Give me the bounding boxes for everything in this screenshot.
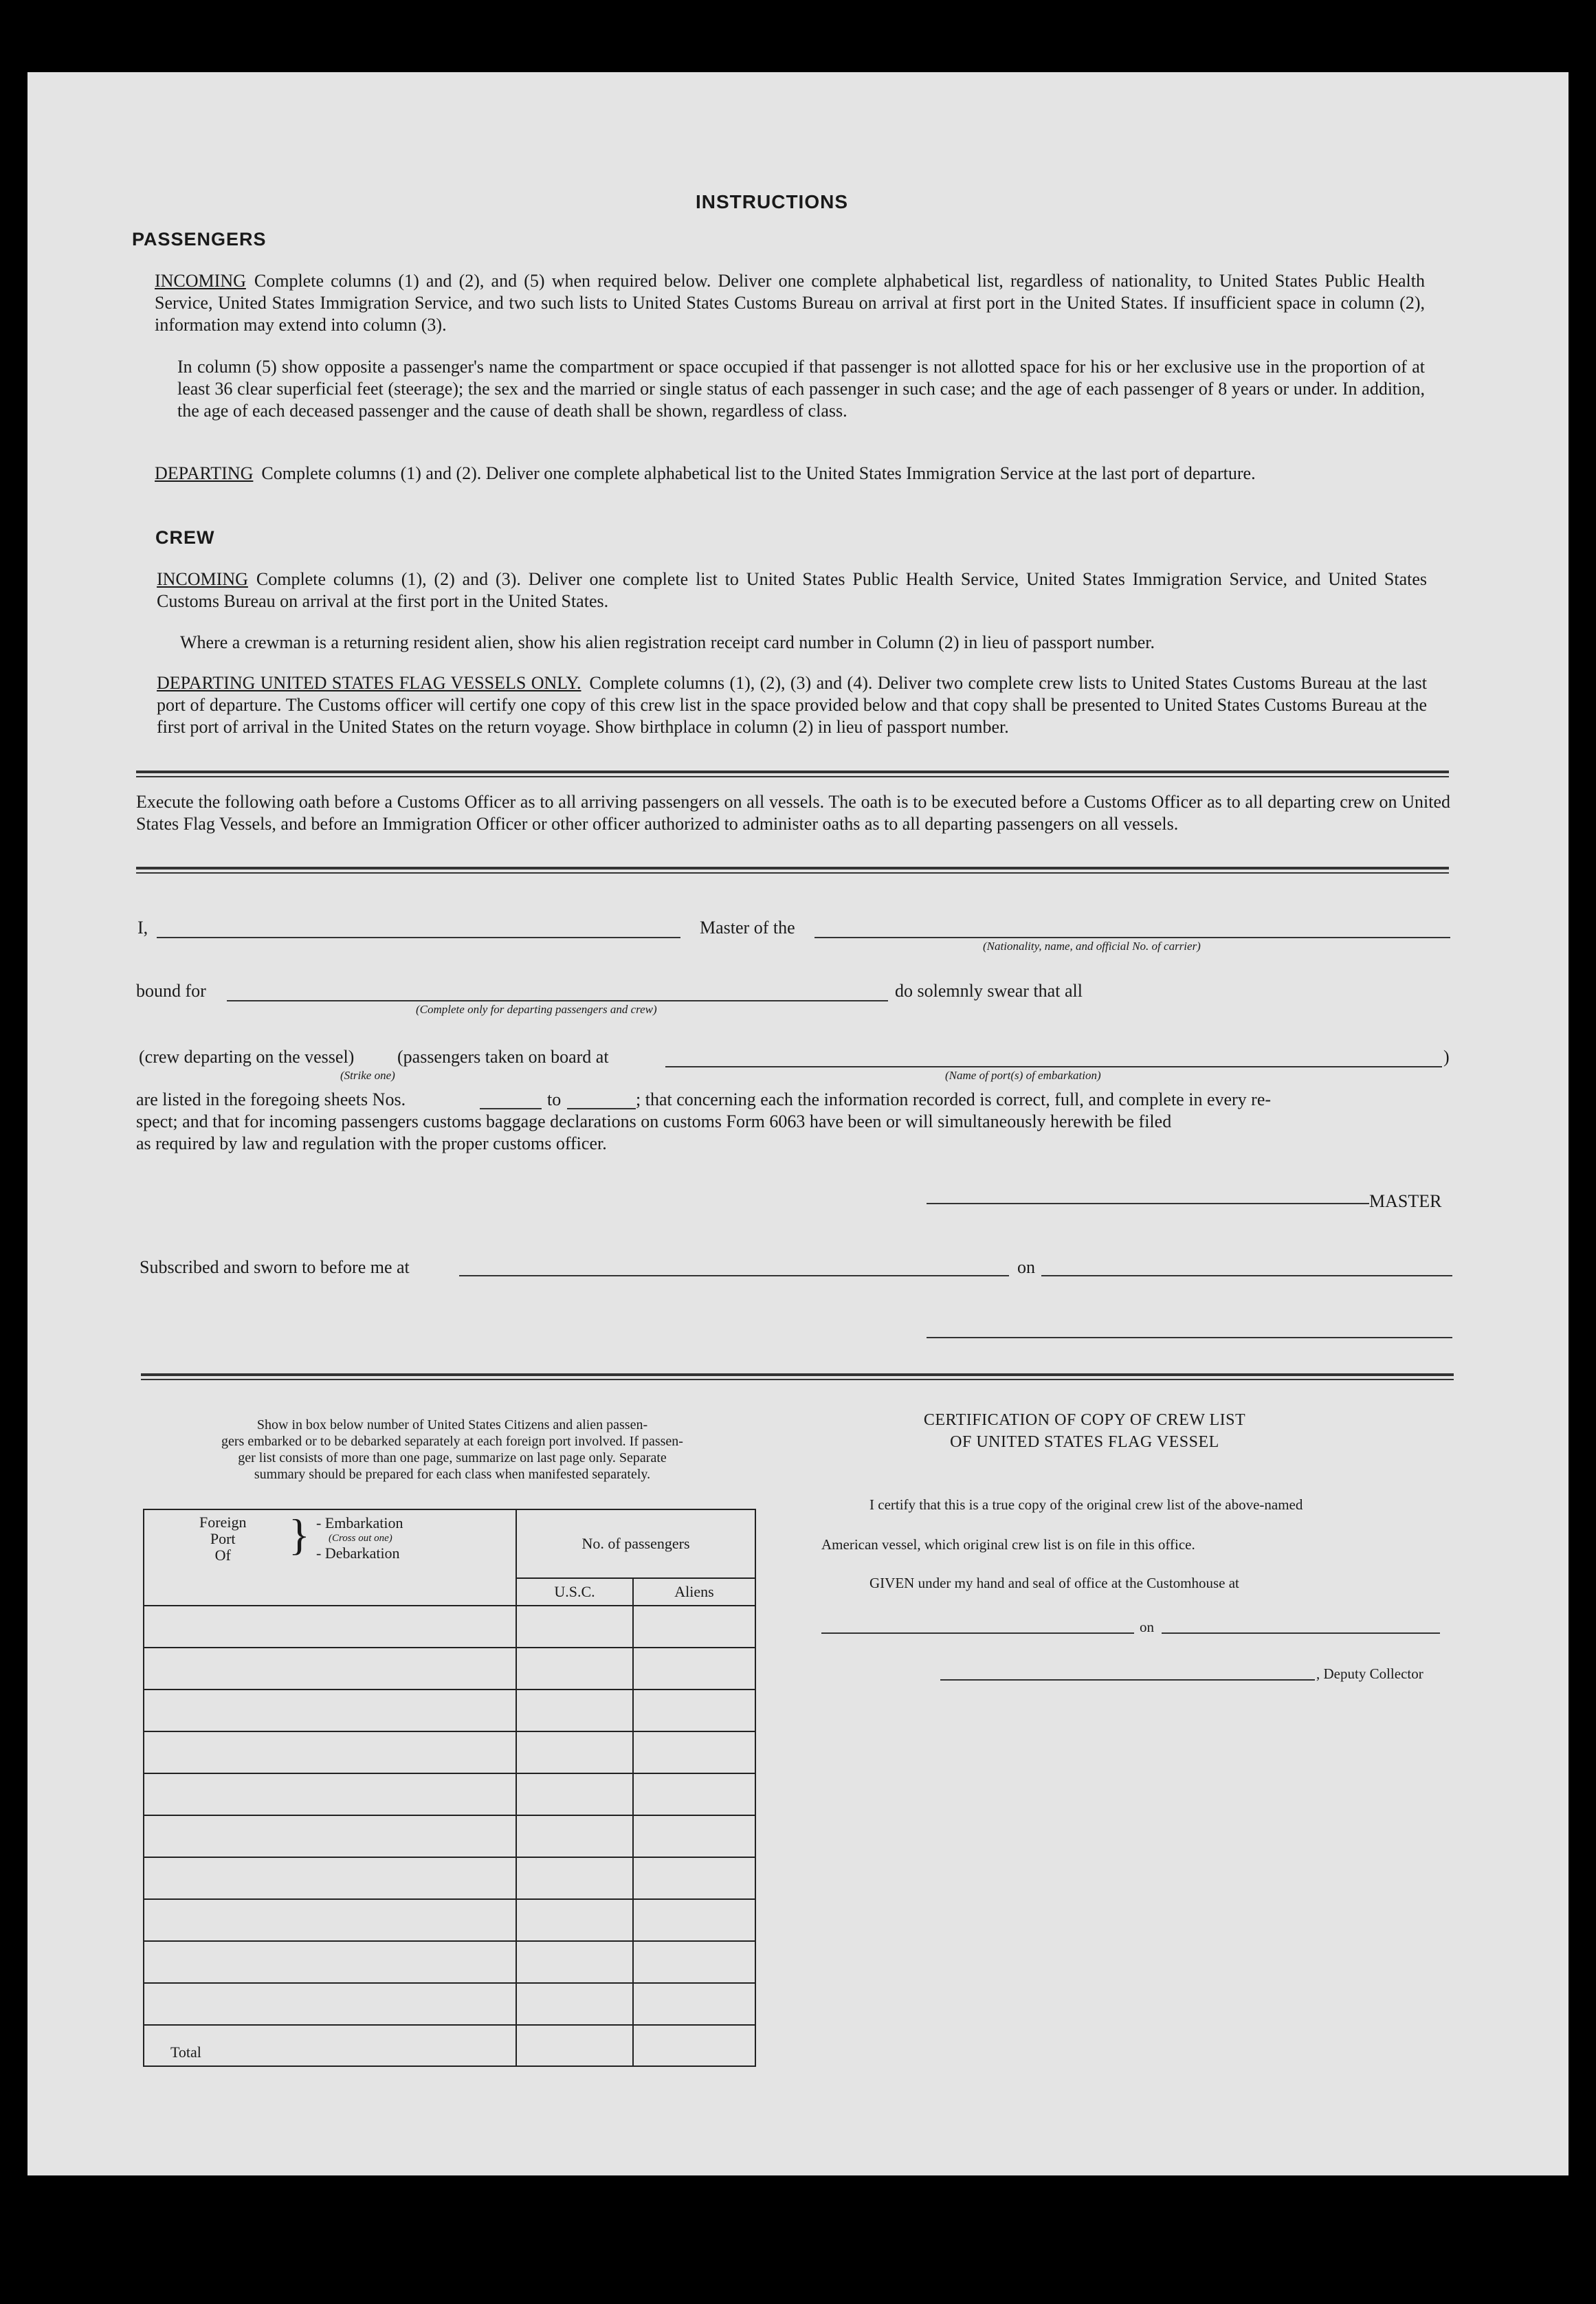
aliens-cell[interactable] — [633, 1731, 755, 1773]
master-signature-line[interactable] — [927, 1203, 1369, 1204]
subscribed-text: Subscribed and sworn to before me at — [140, 1257, 410, 1277]
master-of-the-label: Master of the — [700, 918, 795, 938]
summary-line-1: Show in box below number of United States Citizens and alien passen- — [256, 1417, 648, 1432]
usc-header: U.S.C. — [516, 1578, 633, 1606]
table-row — [144, 1648, 755, 1690]
port-cell[interactable] — [144, 1731, 516, 1773]
usc-cell[interactable] — [516, 1606, 633, 1648]
departing-us-flag-text: Complete columns (1), (2), (3) and (4). Deliver two complete crew lists to United States Customs Bureau at the last port of departure. The Customs officer will certify one copy of this crew list in the space provided below and that copy shall be presented to United States Customs Bureau at the first port of arrival in the United States on the return voyage. Show birthplace in column (2) in lieu of passport number. — [157, 673, 1428, 737]
port-cell[interactable] — [144, 1648, 516, 1690]
subscribed-date-line[interactable] — [1041, 1275, 1452, 1276]
usc-cell[interactable] — [516, 1857, 633, 1899]
certify-line-1: I certify that this is a true copy of the original crew list of the above-named — [869, 1496, 1303, 1513]
certify-date-line[interactable] — [1162, 1632, 1440, 1634]
total-usc-cell[interactable] — [516, 2025, 633, 2066]
aliens-cell[interactable] — [633, 1606, 755, 1648]
passenger-summary-table — [143, 1509, 756, 2067]
listed-text-d: as required by law and regulation with the proper customs officer. — [136, 1133, 607, 1153]
no-of-passengers-header: No. of passengers — [516, 1509, 755, 1578]
departing-us-flag-label: DEPARTING UNITED STATES FLAG VESSELS ONLY. — [157, 673, 581, 693]
port-cell[interactable] — [144, 1941, 516, 1983]
listed-text-a: are listed in the foregoing sheets Nos. — [136, 1089, 406, 1109]
passengers-heading: PASSENGERS — [132, 229, 267, 250]
master-name-line[interactable] — [157, 937, 680, 938]
summary-line-2: gers embarked or to be debarked separately at each foreign port involved. If passen- — [221, 1434, 683, 1449]
table-row — [144, 1857, 755, 1899]
aliens-cell[interactable] — [633, 1648, 755, 1690]
port-label: Port — [210, 1530, 236, 1547]
subscribed-place-line[interactable] — [459, 1275, 1009, 1276]
summary-line-4: summary should be prepared for each class when manifested separately. — [254, 1467, 651, 1482]
close-paren: ) — [1443, 1047, 1450, 1067]
swear-text: do solemnly swear that all — [895, 981, 1083, 1001]
usc-cell[interactable] — [516, 1815, 633, 1857]
foreign-label: Foreign — [199, 1514, 247, 1531]
departing-passengers-paragraph — [155, 463, 1425, 485]
usc-cell[interactable] — [516, 1941, 633, 1983]
strike-one-caption: (Strike one) — [340, 1069, 395, 1082]
passengers-taken-text: (passengers taken on board at — [397, 1047, 609, 1067]
port-cell[interactable] — [144, 1899, 516, 1941]
sheet-from-line[interactable] — [480, 1108, 542, 1109]
port-cell[interactable] — [144, 1606, 516, 1648]
usc-cell[interactable] — [516, 1773, 633, 1815]
oath-divider — [136, 867, 1449, 874]
crew-departing-text: (crew departing on the vessel) — [139, 1047, 355, 1067]
port-cell[interactable] — [144, 1983, 516, 2025]
table-row — [144, 1941, 755, 1983]
crew-heading: CREW — [155, 527, 215, 548]
total-label: Total — [144, 2025, 516, 2066]
to-label: to — [547, 1089, 562, 1109]
sheet-to-line[interactable] — [567, 1108, 636, 1109]
table-row — [144, 1983, 755, 2025]
port-cell[interactable] — [144, 1773, 516, 1815]
table-row — [144, 1899, 755, 1941]
aliens-cell[interactable] — [633, 1690, 755, 1731]
bound-for-label: bound for — [136, 981, 206, 1001]
cross-out-caption: (Cross out one) — [329, 1533, 392, 1544]
port-cell[interactable] — [144, 1857, 516, 1899]
departing-label: DEPARTING — [155, 463, 254, 483]
summary-line-3: ger list consists of more than one page, summarize on last page only. Separate — [238, 1450, 667, 1465]
deputy-collector-label: , Deputy Collector — [1316, 1665, 1423, 1682]
usc-cell[interactable] — [516, 1899, 633, 1941]
brace-icon: } — [289, 1510, 310, 1559]
incoming-crew-paragraph — [157, 568, 1427, 612]
bound-for-line[interactable] — [227, 1000, 888, 1001]
oath-instruction: Execute the following oath before a Customs Officer as to all arriving passengers on all vessels. The oath is to be executed before a Customs Officer as to all departing crew on United States Flag Vessels, and before an Immigration Officer or other officer authorized to administer oaths as to all departing passengers on all vessels. — [136, 792, 1450, 834]
usc-cell[interactable] — [516, 1731, 633, 1773]
usc-cell[interactable] — [516, 1690, 633, 1731]
aliens-header: Aliens — [633, 1578, 755, 1606]
deputy-signature-line[interactable] — [940, 1679, 1315, 1681]
carrier-caption: (Nationality, name, and official No. of carrier) — [983, 940, 1201, 953]
port-caption: (Name of port(s) of embarkation) — [945, 1069, 1101, 1082]
certification-title-line-2: OF UNITED STATES FLAG VESSEL — [950, 1433, 1219, 1451]
aliens-cell[interactable] — [633, 1983, 755, 2025]
crewman-paragraph: Where a crewman is a returning resident alien, show his alien registration receipt card number in Column (2) in lieu of passport number. — [180, 632, 1155, 652]
incoming-label: INCOMING — [155, 271, 246, 291]
aliens-cell[interactable] — [633, 1857, 755, 1899]
table-header-row — [144, 1509, 755, 1578]
column5-paragraph: In column (5) show opposite a passenger's name the compartment or space occupied if that passenger is not allotted space for his or her exclusive use in the proportion of at least 36 clear superficial feet (steerage); the sex and the married or single status of each passenger in such case; and the age of each passenger of 8 years or under. In addition, the age of each deceased passenger and the cause of death shall be shown, regardless of class. — [177, 357, 1425, 421]
table-row — [144, 1690, 755, 1731]
table-row — [144, 1773, 755, 1815]
certification-title-line-1: CERTIFICATION OF COPY OF CREW LIST — [923, 1411, 1246, 1429]
form-page — [27, 72, 1569, 2175]
table-row — [144, 1815, 755, 1857]
section-divider — [136, 771, 1449, 777]
listed-text-c: spect; and that for incoming passengers customs baggage declarations on customs Form 6063 have been or will simultaneously herewith be filed — [136, 1111, 1172, 1131]
officer-signature-line[interactable] — [927, 1337, 1452, 1338]
master-label: MASTER — [1369, 1191, 1442, 1211]
oath-i: I, — [137, 918, 148, 938]
certify-on-label: on — [1140, 1619, 1154, 1635]
listed-text-b: ; that concerning each the information recorded is correct, full, and complete in every re- — [636, 1089, 1272, 1109]
total-row — [144, 2025, 755, 2066]
debarkation-option[interactable]: - Debarkation — [316, 1544, 400, 1562]
of-label: Of — [214, 1547, 231, 1564]
embarkation-option[interactable]: - Embarkation — [316, 1514, 403, 1531]
carrier-line[interactable] — [814, 937, 1450, 938]
incoming-crew-text: Complete columns (1), (2) and (3). Deliver one complete list to United States Public Health Service, United States Immigration Service, and United States Customs Bureau on arrival at the first port in the United States. — [157, 569, 1427, 611]
aliens-cell[interactable] — [633, 1773, 755, 1815]
bound-caption: (Complete only for departing passengers and crew) — [416, 1003, 657, 1016]
given-line: GIVEN under my hand and seal of office at the Customhouse at — [869, 1575, 1239, 1591]
port-line[interactable] — [665, 1066, 1442, 1067]
foreign-port-header — [144, 1509, 516, 1606]
table-row — [144, 1731, 755, 1773]
incoming-text: Complete columns (1) and (2), and (5) when required below. Deliver one complete alphabetical list, regardless of nationality, to United States Public Health Service, United States Immigration Service, and two such lists to United States Customs Bureau on arrival at first port in the United States. If insufficient space in column (2), information may extend into column (3). — [155, 271, 1425, 335]
total-aliens-cell[interactable] — [633, 2025, 755, 2066]
certify-line-2: American vessel, which original crew list is on file in this office. — [821, 1536, 1195, 1553]
incoming-passengers-paragraph — [155, 270, 1425, 336]
usc-cell[interactable] — [516, 1648, 633, 1690]
page-title: INSTRUCTIONS — [696, 191, 848, 212]
table-row — [144, 1606, 755, 1648]
subscribed-on-label: on — [1017, 1257, 1035, 1277]
departing-us-flag-paragraph — [157, 672, 1427, 738]
summary-instruction — [129, 1417, 775, 1483]
departing-text: Complete columns (1) and (2). Deliver one complete alphabetical list to the United States Immigration Service at the last port of departure. — [261, 463, 1256, 483]
port-cell[interactable] — [144, 1690, 516, 1731]
certification-title — [844, 1409, 1325, 1453]
aliens-cell[interactable] — [633, 1941, 755, 1983]
port-cell[interactable] — [144, 1815, 516, 1857]
lower-divider — [141, 1373, 1454, 1380]
customhouse-line[interactable] — [821, 1632, 1134, 1634]
incoming-crew-label: INCOMING — [157, 569, 248, 589]
usc-cell[interactable] — [516, 1983, 633, 2025]
aliens-cell[interactable] — [633, 1899, 755, 1941]
aliens-cell[interactable] — [633, 1815, 755, 1857]
